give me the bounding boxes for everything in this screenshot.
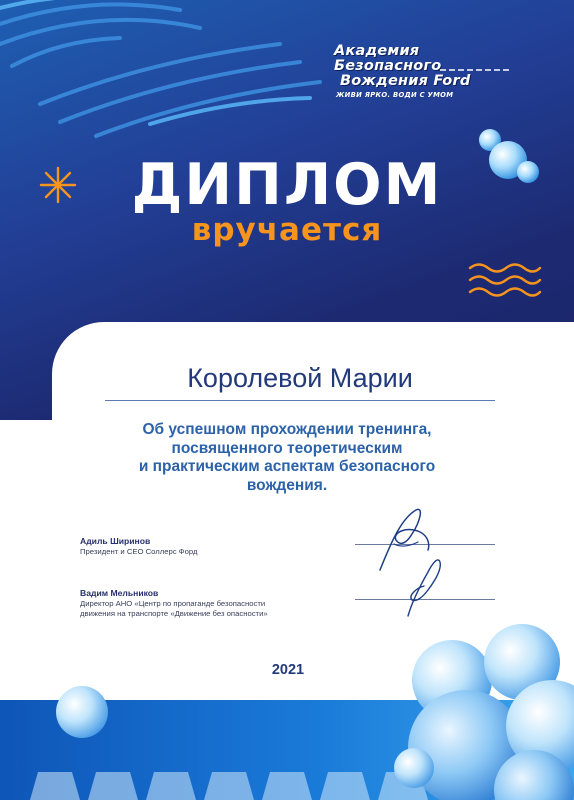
page-title: ДИПЛОМ [131,152,443,218]
achievement-line: вождения. [246,476,328,494]
recipient-name: Королевой Марии [187,363,413,393]
signer-2 [80,588,340,619]
signer-name: Адиль Ширинов [80,536,151,546]
signer-name: Вадим Мельников [80,588,159,598]
logo-line-2: Вождения Ford [340,73,471,89]
logo-tagline: ЖИВИ ЯРКО. ВОДИ С УМОМ [336,91,454,99]
wave-lines-decoration [468,262,542,302]
achievement-line: Об успешном прохождении тренинга, [142,421,432,438]
logo-dash-line [440,68,510,72]
signer-title: Президент и СЕО Соллерс Форд [80,547,198,556]
achievement-text [80,421,494,495]
signer-title: Директор АНО «Центр по пропаганде безопасности [80,599,266,608]
logo-line-1: Академия Безопасного [334,43,442,74]
arc-lines-decoration [0,0,340,150]
achievement-line: и практическим аспектам безопасного [138,458,436,475]
bubbles-bottom-decoration [0,600,574,800]
page-subtitle: вручается [191,212,383,248]
year-label: 2021 [271,662,305,678]
recipient-underline [105,400,495,401]
signature-2 [398,552,448,622]
achievement-line: посвященного теоретическим [171,439,403,457]
signer-title: движения на транспорте «Движение без опасности» [80,609,268,618]
signer-1 [80,536,340,557]
